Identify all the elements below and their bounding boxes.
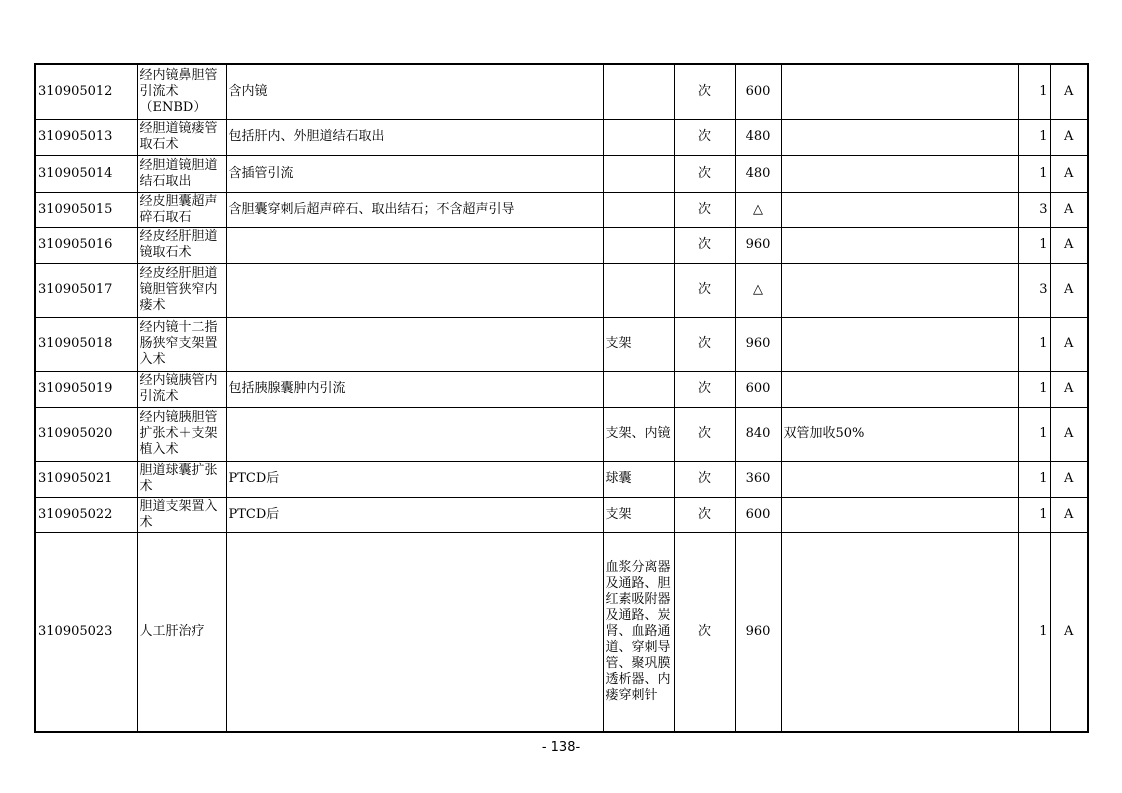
item-code-cell: 310905020 <box>35 407 137 461</box>
grade-cell: A <box>1050 407 1088 461</box>
grade-cell: A <box>1050 64 1088 119</box>
item-code-cell: 310905018 <box>35 317 137 371</box>
grade-cell: A <box>1050 497 1088 532</box>
item-code-cell: 310905021 <box>35 461 137 497</box>
note-cell <box>781 497 1018 532</box>
table-row <box>35 155 1088 192</box>
note-cell <box>781 317 1018 371</box>
item-name-cell: 经皮经肝胆道镜胆管狭窄内瘘术 <box>137 263 226 317</box>
table-row <box>35 407 1088 461</box>
table-row <box>35 263 1088 317</box>
note-cell: 双管加收50% <box>781 407 1018 461</box>
pricing-unit-cell: 次 <box>674 407 735 461</box>
level-code-cell: 3 <box>1018 192 1050 227</box>
item-content-cell: 包括胰腺囊肿内引流 <box>226 371 603 407</box>
level-code-cell: 1 <box>1018 497 1050 532</box>
item-name-cell: 经内镜鼻胆管引流术（ENBD） <box>137 64 226 119</box>
item-name-cell: 胆道球囊扩张术 <box>137 461 226 497</box>
excluded-content-cell <box>603 371 674 407</box>
table-row <box>35 64 1088 119</box>
price-cell: 960 <box>735 532 781 732</box>
pricing-unit-cell: 次 <box>674 64 735 119</box>
level-code-cell: 1 <box>1018 532 1050 732</box>
price-cell: 960 <box>735 227 781 263</box>
grade-cell: A <box>1050 227 1088 263</box>
item-content-cell <box>226 263 603 317</box>
item-code-cell: 310905016 <box>35 227 137 263</box>
excluded-content-cell <box>603 192 674 227</box>
grade-cell: A <box>1050 371 1088 407</box>
note-cell <box>781 532 1018 732</box>
pricing-unit-cell: 次 <box>674 263 735 317</box>
item-code-cell: 310905014 <box>35 155 137 192</box>
excluded-content-cell: 球囊 <box>603 461 674 497</box>
price-cell: 960 <box>735 317 781 371</box>
item-content-cell <box>226 227 603 263</box>
pricing-unit-cell: 次 <box>674 155 735 192</box>
table-row <box>35 461 1088 497</box>
level-code-cell: 1 <box>1018 119 1050 155</box>
level-code-cell: 1 <box>1018 407 1050 461</box>
grade-cell: A <box>1050 461 1088 497</box>
item-code-cell: 310905019 <box>35 371 137 407</box>
item-name-cell: 经内镜胰胆管扩张术＋支架植入术 <box>137 407 226 461</box>
item-name-cell: 经皮经肝胆道镜取石术 <box>137 227 226 263</box>
level-code-cell: 1 <box>1018 64 1050 119</box>
pricing-unit-cell: 次 <box>674 461 735 497</box>
item-name-cell: 人工肝治疗 <box>137 532 226 732</box>
excluded-content-cell: 支架、内镜 <box>603 407 674 461</box>
pricing-unit-cell: 次 <box>674 497 735 532</box>
item-content-cell: PTCD后 <box>226 461 603 497</box>
excluded-content-cell <box>603 155 674 192</box>
excluded-content-cell <box>603 64 674 119</box>
table-row <box>35 227 1088 263</box>
item-content-cell: 包括肝内、外胆道结石取出 <box>226 119 603 155</box>
table-row <box>35 497 1088 532</box>
level-code-cell: 3 <box>1018 263 1050 317</box>
item-name-cell: 经皮胆囊超声碎石取石 <box>137 192 226 227</box>
price-cell: △ <box>735 192 781 227</box>
note-cell <box>781 371 1018 407</box>
note-cell <box>781 263 1018 317</box>
item-code-cell: 310905022 <box>35 497 137 532</box>
pricing-unit-cell: 次 <box>674 317 735 371</box>
pricing-unit-cell: 次 <box>674 532 735 732</box>
item-content-cell <box>226 532 603 732</box>
level-code-cell: 1 <box>1018 371 1050 407</box>
item-name-cell: 经内镜十二指肠狭窄支架置入术 <box>137 317 226 371</box>
price-cell: 360 <box>735 461 781 497</box>
note-cell <box>781 119 1018 155</box>
price-cell: 480 <box>735 119 781 155</box>
item-name-cell: 胆道支架置入术 <box>137 497 226 532</box>
item-code-cell: 310905012 <box>35 64 137 119</box>
item-content-cell <box>226 317 603 371</box>
price-cell: 600 <box>735 64 781 119</box>
note-cell <box>781 192 1018 227</box>
item-content-cell: PTCD后 <box>226 497 603 532</box>
excluded-content-cell: 血浆分离器及通路、胆红素吸附器及通路、炭肾、血路通道、穿刺导管、聚巩膜透析器、内瘘穿刺针 <box>603 532 674 732</box>
level-code-cell: 1 <box>1018 461 1050 497</box>
item-content-cell: 含胆囊穿刺后超声碎石、取出结石；不含超声引导 <box>226 192 603 227</box>
grade-cell: A <box>1050 263 1088 317</box>
page-number: - 138- <box>541 740 581 755</box>
table-row <box>35 192 1088 227</box>
table-row <box>35 119 1088 155</box>
price-cell: △ <box>735 263 781 317</box>
table-row <box>35 317 1088 371</box>
pricing-unit-cell: 次 <box>674 227 735 263</box>
excluded-content-cell: 支架 <box>603 317 674 371</box>
level-code-cell: 1 <box>1018 155 1050 192</box>
excluded-content-cell <box>603 263 674 317</box>
item-code-cell: 310905017 <box>35 263 137 317</box>
price-cell: 840 <box>735 407 781 461</box>
note-cell <box>781 227 1018 263</box>
item-code-cell: 310905015 <box>35 192 137 227</box>
excluded-content-cell: 支架 <box>603 497 674 532</box>
item-content-cell <box>226 407 603 461</box>
item-name-cell: 经胆道镜胆道结石取出 <box>137 155 226 192</box>
grade-cell: A <box>1050 532 1088 732</box>
pricing-unit-cell: 次 <box>674 192 735 227</box>
excluded-content-cell <box>603 227 674 263</box>
item-code-cell: 310905023 <box>35 532 137 732</box>
price-cell: 600 <box>735 371 781 407</box>
note-cell <box>781 64 1018 119</box>
pricing-unit-cell: 次 <box>674 119 735 155</box>
fee-table <box>34 63 1089 733</box>
item-code-cell: 310905013 <box>35 119 137 155</box>
grade-cell: A <box>1050 317 1088 371</box>
note-cell <box>781 155 1018 192</box>
pricing-unit-cell: 次 <box>674 371 735 407</box>
level-code-cell: 1 <box>1018 317 1050 371</box>
item-name-cell: 经胆道镜瘘管取石术 <box>137 119 226 155</box>
grade-cell: A <box>1050 192 1088 227</box>
excluded-content-cell <box>603 119 674 155</box>
grade-cell: A <box>1050 155 1088 192</box>
item-content-cell: 含插管引流 <box>226 155 603 192</box>
item-name-cell: 经内镜胰管内引流术 <box>137 371 226 407</box>
price-cell: 480 <box>735 155 781 192</box>
table-row <box>35 371 1088 407</box>
table-row <box>35 532 1088 732</box>
item-content-cell: 含内镜 <box>226 64 603 119</box>
note-cell <box>781 461 1018 497</box>
price-cell: 600 <box>735 497 781 532</box>
level-code-cell: 1 <box>1018 227 1050 263</box>
grade-cell: A <box>1050 119 1088 155</box>
